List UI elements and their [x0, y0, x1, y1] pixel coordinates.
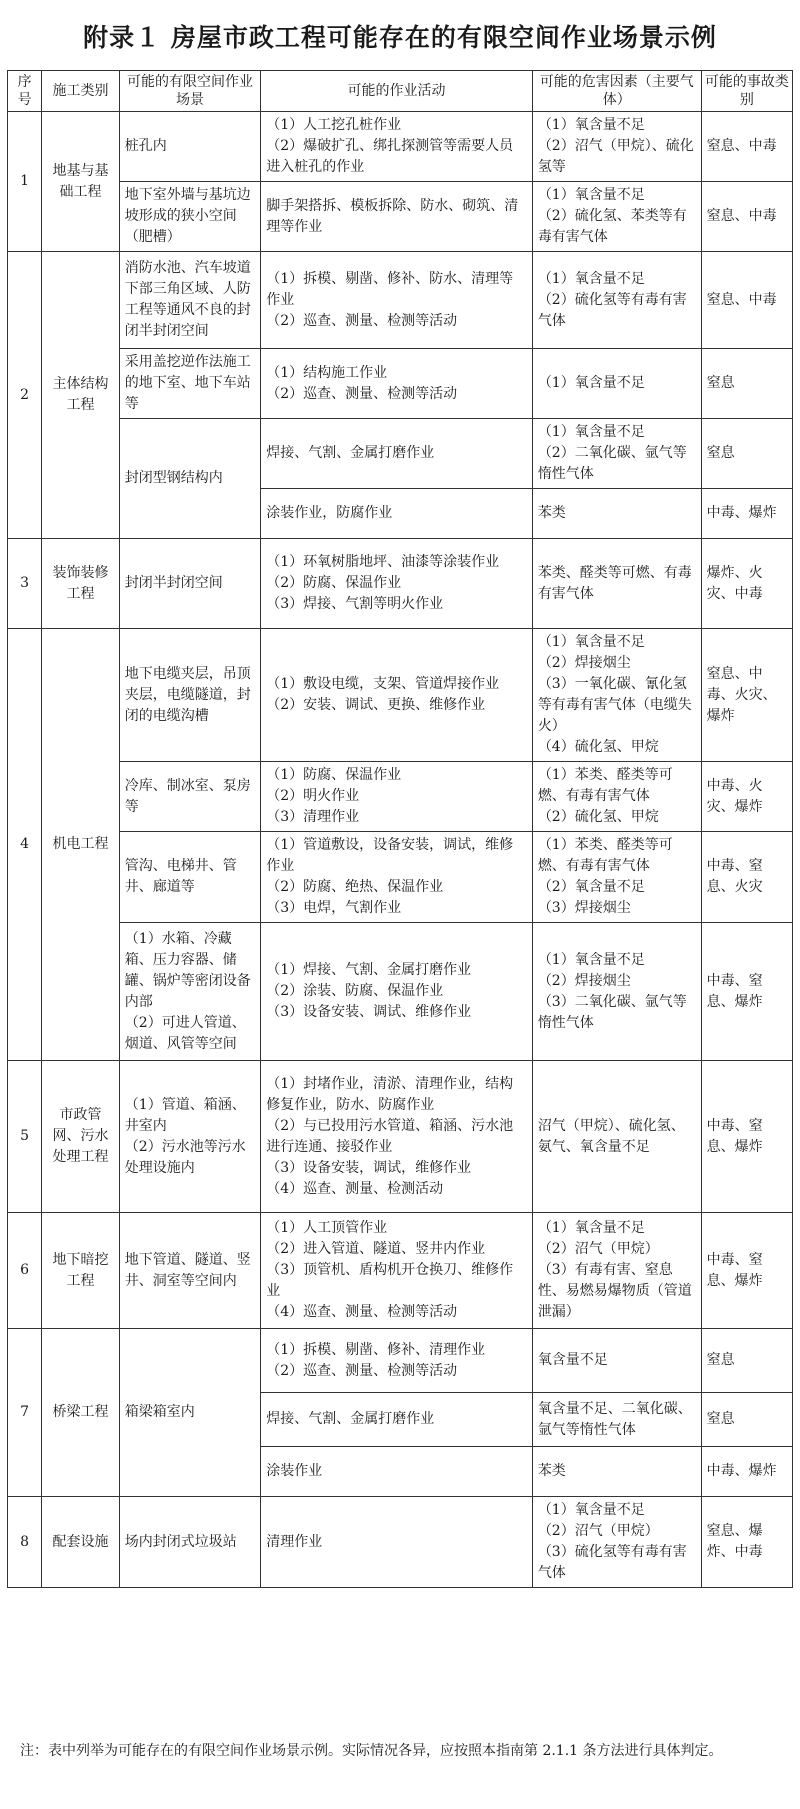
cell-hazard: （1）苯类、醛类等可燃、有毒有害气体 （2）硫化氢、甲烷 — [532, 762, 701, 832]
cell-hazard: 氧含量不足 — [532, 1329, 701, 1393]
cell-activity: （1）敷设电缆，支架、管道焊接作业 （2）安装、调试、更换、维修作业 — [261, 629, 533, 762]
cell-activity: （1）拆模、剔凿、修补、防水、清理等作业 （2）巡查、测量、检测等活动 — [261, 252, 533, 349]
table-row — [8, 832, 793, 923]
cell-category: 装饰装修工程 — [42, 539, 120, 629]
table-row — [8, 1329, 793, 1393]
cell-scene: 采用盖挖逆作法施工的地下室、地下车站等 — [119, 349, 260, 419]
cell-hazard: （1）氧含量不足 （2）二氧化碳、氩气等惰性气体 — [532, 419, 701, 489]
cell-hazard: （1）氧含量不足 （2）硫化氢、苯类等有毒有害气体 — [532, 182, 701, 252]
cell-accident: 中毒、火灾、爆炸 — [701, 762, 792, 832]
scenario-table — [7, 70, 793, 1588]
table-row — [8, 112, 793, 182]
header-hazard: 可能的危害因素（主要气体） — [532, 71, 701, 112]
cell-activity: 涂装作业 — [261, 1447, 533, 1497]
cell-hazard: （1）氧含量不足 （2）沼气（甲烷） （3）硫化氢等有毒有害气体 — [532, 1497, 701, 1588]
table-row — [8, 349, 793, 419]
cell-scene: 场内封闭式垃圾站 — [119, 1497, 260, 1588]
table-row — [8, 762, 793, 832]
cell-scene: 箱梁箱室内 — [119, 1329, 260, 1497]
cell-hazard: （1）苯类、醛类等可燃、有毒有害气体 （2）氧含量不足 （3）焊接烟尘 — [532, 832, 701, 923]
cell-hazard: 苯类 — [532, 489, 701, 539]
cell-accident: 爆炸、火灾、中毒 — [701, 539, 792, 629]
cell-no: 7 — [8, 1329, 42, 1497]
cell-category: 地基与基础工程 — [42, 112, 120, 252]
cell-accident: 中毒、窒息、爆炸 — [701, 1213, 792, 1329]
cell-scene: （1）水箱、冷藏箱、压力容器、储罐、锅炉等密闭设备内部 （2）可进人管道、烟道、风管等空间 — [119, 923, 260, 1061]
cell-hazard: 沼气（甲烷）、硫化氢、氨气、氧含量不足 — [532, 1061, 701, 1213]
table-row — [8, 629, 793, 762]
table-body — [8, 112, 793, 1588]
cell-accident: 窒息、中毒 — [701, 182, 792, 252]
cell-scene: 地下室外墙与基坑边坡形成的狭小空间（肥槽） — [119, 182, 260, 252]
cell-activity: （1）结构施工作业 （2）巡查、测量、检测等活动 — [261, 349, 533, 419]
table-row — [8, 182, 793, 252]
cell-activity: （1）拆模、剔凿、修补、清理作业 （2）巡查、测量、检测等活动 — [261, 1329, 533, 1393]
header-no: 序号 — [8, 71, 42, 112]
cell-activity: （1）人工挖孔桩作业 （2）爆破扩孔、绑扎探测管等需要人员进入桩孔的作业 — [261, 112, 533, 182]
cell-hazard: （1）氧含量不足 — [532, 349, 701, 419]
cell-category: 地下暗挖工程 — [42, 1213, 120, 1329]
cell-no: 4 — [8, 629, 42, 1061]
cell-hazard: （1）氧含量不足 （2）沼气（甲烷）、硫化氢等 — [532, 112, 701, 182]
cell-accident: 窒息 — [701, 1393, 792, 1447]
cell-activity: （1）焊接、气割、金属打磨作业 （2）涂装、防腐、保温作业 （3）设备安装、调试、维修作业 — [261, 923, 533, 1061]
cell-no: 5 — [8, 1061, 42, 1213]
cell-accident: 中毒、窒息、火灾 — [701, 832, 792, 923]
cell-no: 6 — [8, 1213, 42, 1329]
cell-activity: 清理作业 — [261, 1497, 533, 1588]
cell-no: 3 — [8, 539, 42, 629]
table-row — [8, 419, 793, 489]
cell-activity: 脚手架搭拆、模板拆除、防水、砌筑、清理等作业 — [261, 182, 533, 252]
cell-hazard: 苯类、醛类等可燃、有毒有害气体 — [532, 539, 701, 629]
table-row — [8, 252, 793, 349]
cell-accident: 中毒、窒息、爆炸 — [701, 923, 792, 1061]
cell-category: 配套设施 — [42, 1497, 120, 1588]
cell-hazard: 苯类 — [532, 1447, 701, 1497]
cell-accident: 中毒、窒息、爆炸 — [701, 1061, 792, 1213]
cell-activity: （1）封堵作业，清淤、清理作业，结构修复作业，防水、防腐作业 （2）与已投用污水管道、箱涵、污水池进行连通、接驳作业 （3）设备安装，调试，维修作业 （4）巡查、测量、检测活动 — [261, 1061, 533, 1213]
header-category: 施工类别 — [42, 71, 120, 112]
cell-hazard: （1）氧含量不足 （2）硫化氢等有毒有害气体 — [532, 252, 701, 349]
cell-scene: 地下电缆夹层，吊顶夹层，电缆隧道，封闭的电缆沟槽 — [119, 629, 260, 762]
cell-accident: 窒息 — [701, 349, 792, 419]
cell-activity: （1）人工顶管作业 （2）进入管道、隧道、竖井内作业 （3）顶管机、盾构机开仓换刀、维修作业 （4）巡查、测量、检测等活动 — [261, 1213, 533, 1329]
cell-scene: 地下管道、隧道、竖井、洞室等空间内 — [119, 1213, 260, 1329]
cell-activity: 涂装作业，防腐作业 — [261, 489, 533, 539]
cell-accident: 窒息 — [701, 419, 792, 489]
cell-accident: 中毒、爆炸 — [701, 489, 792, 539]
header-activity: 可能的作业活动 — [261, 71, 533, 112]
cell-no: 2 — [8, 252, 42, 539]
header-scene: 可能的有限空间作业场景 — [119, 71, 260, 112]
cell-no: 8 — [8, 1497, 42, 1588]
cell-scene: 消防水池、汽车坡道下部三角区域、人防工程等通风不良的封闭半封闭空间 — [119, 252, 260, 349]
cell-scene: 冷库、制冰室、泵房等 — [119, 762, 260, 832]
cell-scene: 封闭半封闭空间 — [119, 539, 260, 629]
cell-hazard: （1）氧含量不足 （2）沼气（甲烷） （3）有毒有害、窒息性、易燃易爆物质（管道泄漏） — [532, 1213, 701, 1329]
cell-category: 主体结构工程 — [42, 252, 120, 539]
table-row — [8, 923, 793, 1061]
cell-category: 机电工程 — [42, 629, 120, 1061]
cell-accident: 窒息、爆炸、中毒 — [701, 1497, 792, 1588]
cell-category: 桥梁工程 — [42, 1329, 120, 1497]
cell-scene: 桩孔内 — [119, 112, 260, 182]
cell-accident: 窒息、中毒、火灾、爆炸 — [701, 629, 792, 762]
table-header-row — [8, 71, 793, 112]
table-row — [8, 539, 793, 629]
table-row — [8, 1061, 793, 1213]
cell-activity: （1）防腐、保温作业 （2）明火作业 （3）清理作业 — [261, 762, 533, 832]
cell-category: 市政管网、污水处理工程 — [42, 1061, 120, 1213]
cell-activity: 焊接、气割、金属打磨作业 — [261, 1393, 533, 1447]
cell-hazard: （1）氧含量不足 （2）焊接烟尘 （3）一氧化碳、氰化氢等有毒有害气体（电缆失火） （4）硫化氢、甲烷 — [532, 629, 701, 762]
cell-scene: 封闭型钢结构内 — [119, 419, 260, 539]
table-note: 注：表中列举为可能存在的有限空间作业场景示例。实际情况各异，应按照本指南第 2.1.1 条方法进行具体判定。 — [20, 1743, 723, 1759]
cell-hazard: 氧含量不足、二氧化碳、氩气等惰性气体 — [532, 1393, 701, 1447]
table-row — [8, 1213, 793, 1329]
page-title: 附录１ 房屋市政工程可能存在的有限空间作业场景示例 — [83, 23, 717, 52]
cell-activity: 焊接、气割、金属打磨作业 — [261, 419, 533, 489]
cell-no: 1 — [8, 112, 42, 252]
cell-hazard: （1）氧含量不足 （2）焊接烟尘 （3）二氧化碳、氩气等惰性气体 — [532, 923, 701, 1061]
cell-accident: 窒息、中毒 — [701, 112, 792, 182]
table-row — [8, 1497, 793, 1588]
header-accident: 可能的事故类别 — [701, 71, 792, 112]
cell-activity: （1）管道敷设，设备安装，调试，维修作业 （2）防腐、绝热、保温作业 （3）电焊，气割作业 — [261, 832, 533, 923]
cell-accident: 中毒、爆炸 — [701, 1447, 792, 1497]
cell-accident: 窒息 — [701, 1329, 792, 1393]
cell-activity: （1）环氧树脂地坪、油漆等涂装作业 （2）防腐、保温作业 （3）焊接、气割等明火作业 — [261, 539, 533, 629]
cell-scene: 管沟、电梯井、管井、廊道等 — [119, 832, 260, 923]
cell-scene: （1）管道、箱涵、井室内 （2）污水池等污水处理设施内 — [119, 1061, 260, 1213]
cell-accident: 窒息、中毒 — [701, 252, 792, 349]
